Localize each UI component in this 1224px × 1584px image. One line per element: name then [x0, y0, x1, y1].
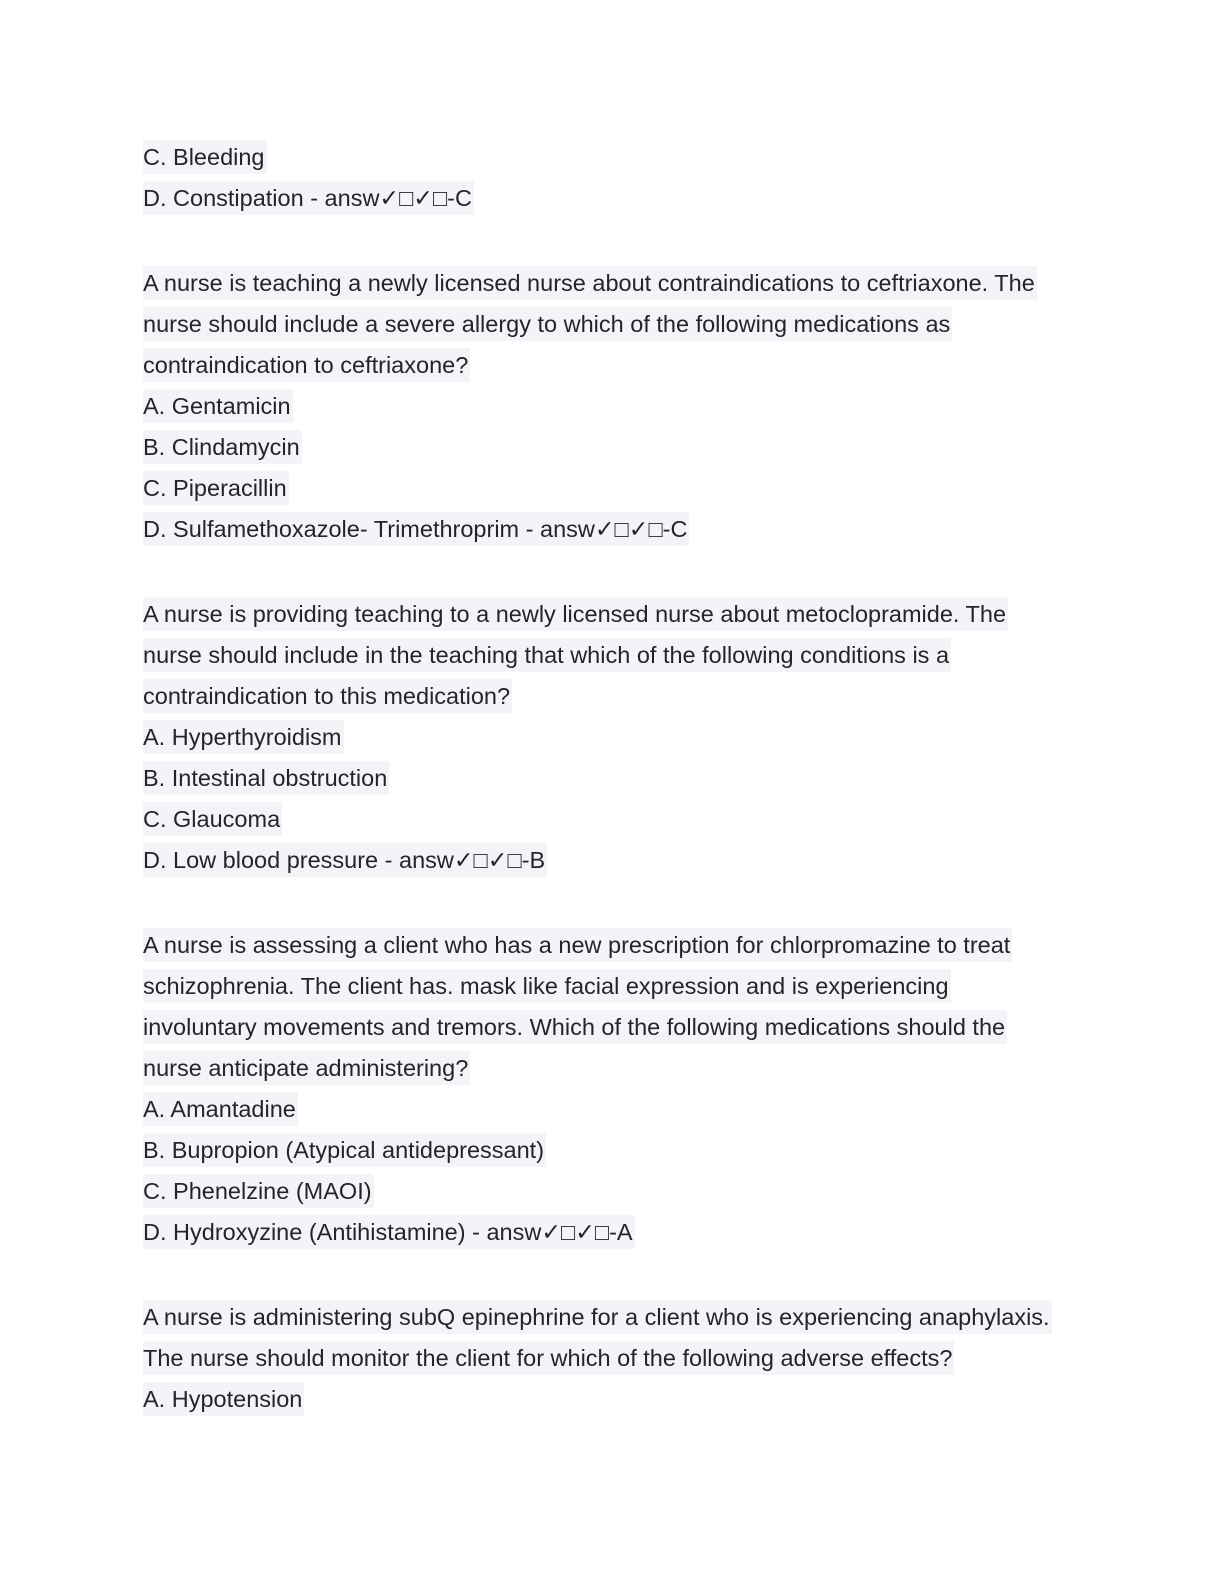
answer-line: D. Hydroxyzine (Antihistamine) - answ✓□✓□-A [143, 1214, 1103, 1255]
question-block-4 [143, 1299, 1103, 1422]
question-text-line: A nurse is administering subQ epinephrine for a client who is experiencing anaphylaxis. [143, 1299, 1103, 1340]
option-line: B. Clindamycin [143, 429, 1103, 470]
question-text-line: nurse anticipate administering? [143, 1050, 1103, 1091]
question-text-line: nurse should include in the teaching that which of the following conditions is a [143, 637, 1103, 678]
question-text-line: contraindication to ceftriaxone? [143, 347, 1103, 388]
option-line: B. Intestinal obstruction [143, 760, 1103, 801]
carryover-options [143, 139, 1103, 221]
question-text-line: A nurse is assessing a client who has a new prescription for chlorpromazine to treat [143, 927, 1103, 968]
option-line: B. Bupropion (Atypical antidepressant) [143, 1132, 1103, 1173]
option-line: C. Piperacillin [143, 470, 1103, 511]
answer-line: D. Constipation - answ✓□✓□-C [143, 180, 1103, 221]
option-line: A. Gentamicin [143, 388, 1103, 429]
document-page [143, 139, 1103, 1422]
question-block-2 [143, 596, 1103, 883]
spacer [143, 883, 1103, 927]
question-text-line: involuntary movements and tremors. Which of the following medications should the [143, 1009, 1103, 1050]
option-line: A. Amantadine [143, 1091, 1103, 1132]
question-block-3 [143, 927, 1103, 1255]
option-line: C. Phenelzine (MAOI) [143, 1173, 1103, 1214]
question-block-1 [143, 265, 1103, 552]
option-line: A. Hypotension [143, 1381, 1103, 1422]
option-line: C. Bleeding [143, 139, 1103, 180]
spacer [143, 1255, 1103, 1299]
question-text-line: A nurse is teaching a newly licensed nurse about contraindications to ceftriaxone. The [143, 265, 1103, 306]
option-line: A. Hyperthyroidism [143, 719, 1103, 760]
spacer [143, 552, 1103, 596]
spacer [143, 221, 1103, 265]
answer-line: D. Low blood pressure - answ✓□✓□-B [143, 842, 1103, 883]
option-line: C. Glaucoma [143, 801, 1103, 842]
question-text-line: schizophrenia. The client has. mask like facial expression and is experiencing [143, 968, 1103, 1009]
question-text-line: The nurse should monitor the client for which of the following adverse effects? [143, 1340, 1103, 1381]
question-text-line: A nurse is providing teaching to a newly licensed nurse about metoclopramide. The [143, 596, 1103, 637]
question-text-line: nurse should include a severe allergy to which of the following medications as [143, 306, 1103, 347]
answer-line: D. Sulfamethoxazole- Trimethroprim - answ✓□✓□-C [143, 511, 1103, 552]
question-text-line: contraindication to this medication? [143, 678, 1103, 719]
